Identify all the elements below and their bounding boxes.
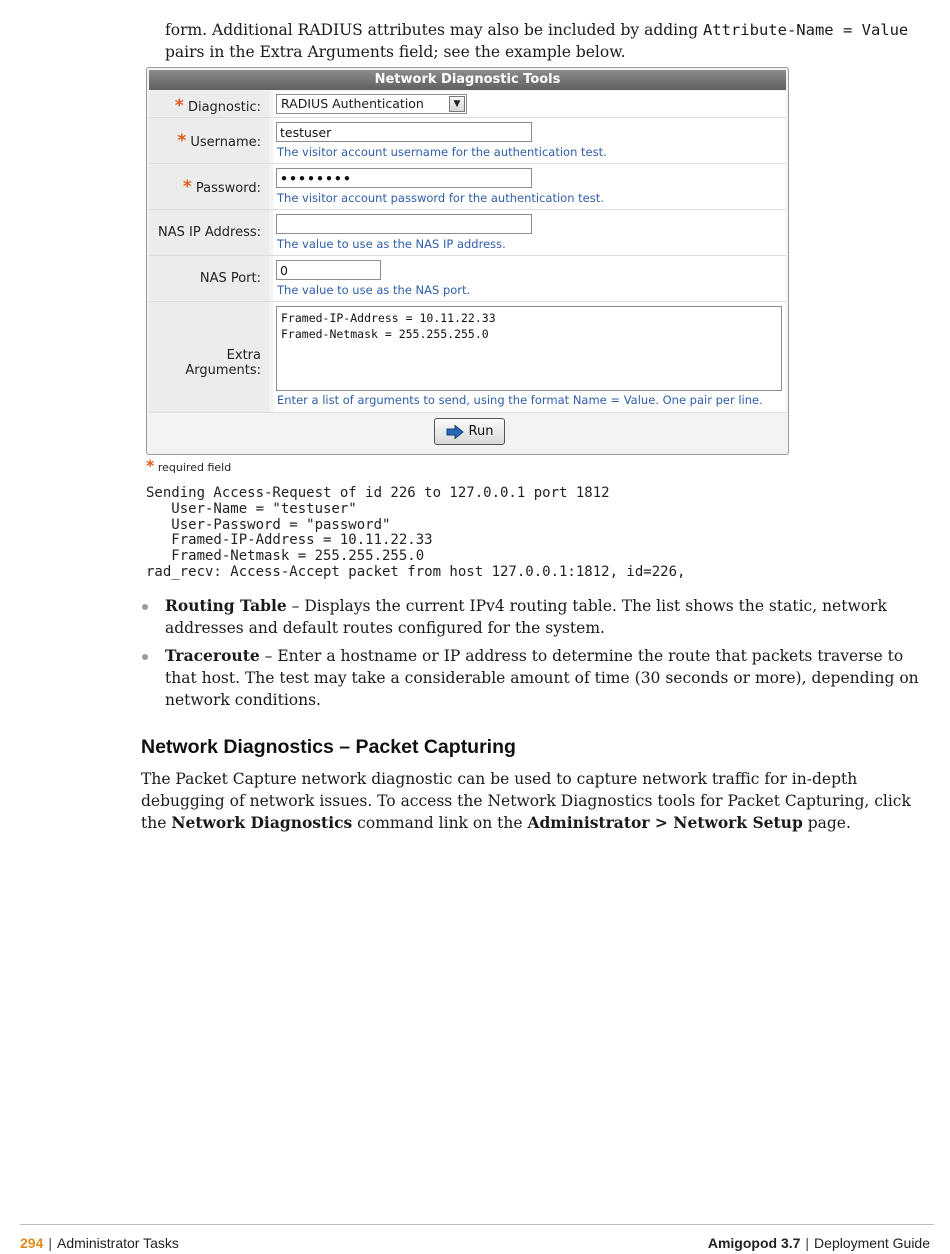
page-number: 294 (20, 1235, 44, 1251)
required-mark: * (146, 456, 155, 475)
bullet-icon (142, 654, 148, 660)
password-input[interactable]: •••••••• (276, 168, 532, 188)
chevron-down-icon[interactable]: ▼ (449, 96, 465, 112)
username-input[interactable]: testuser (276, 122, 532, 142)
chapter-title: Administrator Tasks (57, 1235, 179, 1251)
run-button[interactable] (434, 418, 505, 445)
extra-arguments-label: Extra Arguments: (185, 348, 261, 378)
footer-divider (20, 1224, 934, 1225)
diagnostic-row (149, 91, 786, 118)
username-label: Username: (190, 135, 261, 150)
nas-ip-row (149, 210, 786, 256)
network-diagnostic-panel (146, 67, 789, 455)
required-mark: * (177, 131, 187, 151)
nas-ip-label: NAS IP Address: (158, 225, 261, 240)
nas-port-input[interactable]: 0 (276, 260, 381, 280)
nas-ip-input[interactable] (276, 214, 532, 234)
diagnostic-select[interactable]: RADIUS Authentication ▼ (276, 94, 467, 114)
footer-right: Amigopod 3.7 | Deployment Guide (707, 1235, 930, 1251)
diagnostic-label: Diagnostic: (187, 100, 261, 115)
password-hint: The visitor account password for the authentication test. (277, 191, 604, 205)
product-name: Amigopod 3.7 (707, 1235, 801, 1251)
nas-ip-hint: The value to use as the NAS IP address. (277, 237, 506, 251)
section-heading: Network Diagnostics – Packet Capturing (141, 736, 516, 758)
arrow-right-icon (446, 425, 464, 439)
run-button-label: Run (468, 424, 494, 439)
panel-title: Network Diagnostic Tools (149, 70, 786, 90)
nas-port-label: NAS Port: (199, 271, 261, 286)
extra-arguments-textarea[interactable]: Framed-IP-Address = 10.11.22.33 Framed-Netmask = 255.255.255.0 (276, 306, 782, 391)
required-field-note: * required field (146, 456, 232, 475)
nas-port-hint: The value to use as the NAS port. (277, 283, 471, 297)
list-item: Traceroute – Enter a hostname or IP address to determine the route that packets traverse to that host. The test may take a considerable amount of time (30 seconds or more), depending on network conditions. (165, 645, 930, 711)
guide-title: Deployment Guide (814, 1235, 930, 1251)
list-item: Routing Table – Displays the current IPv4 routing table. The list shows the static, network addresses and default routes configured for the system. (165, 595, 930, 639)
password-label: Password: (195, 181, 261, 196)
bullet-icon (142, 604, 148, 610)
extra-arguments-row (149, 302, 786, 413)
required-mark: * (182, 177, 192, 197)
button-bar (149, 413, 786, 453)
extra-arguments-hint: Enter a list of arguments to send, using the format Name = Value. One pair per line. (277, 393, 763, 407)
password-row (149, 164, 786, 210)
username-hint: The visitor account username for the authentication test. (277, 145, 607, 159)
footer-left: 294 | Administrator Tasks (20, 1235, 179, 1251)
radius-output: Sending Access-Request of id 226 to 127.0.0.1 port 1812 User-Name = "testuser" User-Password = "password" Framed-IP-Address = 10.11.22.33 Framed-Netmask = 255.255.255.0 rad_recv: Access-Accept packet from host 127.0.0.1:1812, id=226, (146, 485, 686, 580)
inline-code: Attribute-Name = Value (702, 21, 909, 39)
intro-paragraph: form. Additional RADIUS attributes may also be included by adding Attribute-Name = Value pairs in the Extra Arguments field; see the example below. (165, 21, 909, 61)
username-row (149, 118, 786, 164)
section-paragraph: The Packet Capture network diagnostic can be used to capture network traffic for in-depth debugging of network issues. To access the Network Diagnostics tools for Packet Capturing, click the Network Diagnostics command link on the Administrator > Network Setup page. (141, 770, 911, 832)
required-mark: * (174, 96, 184, 116)
nas-port-row (149, 256, 786, 302)
